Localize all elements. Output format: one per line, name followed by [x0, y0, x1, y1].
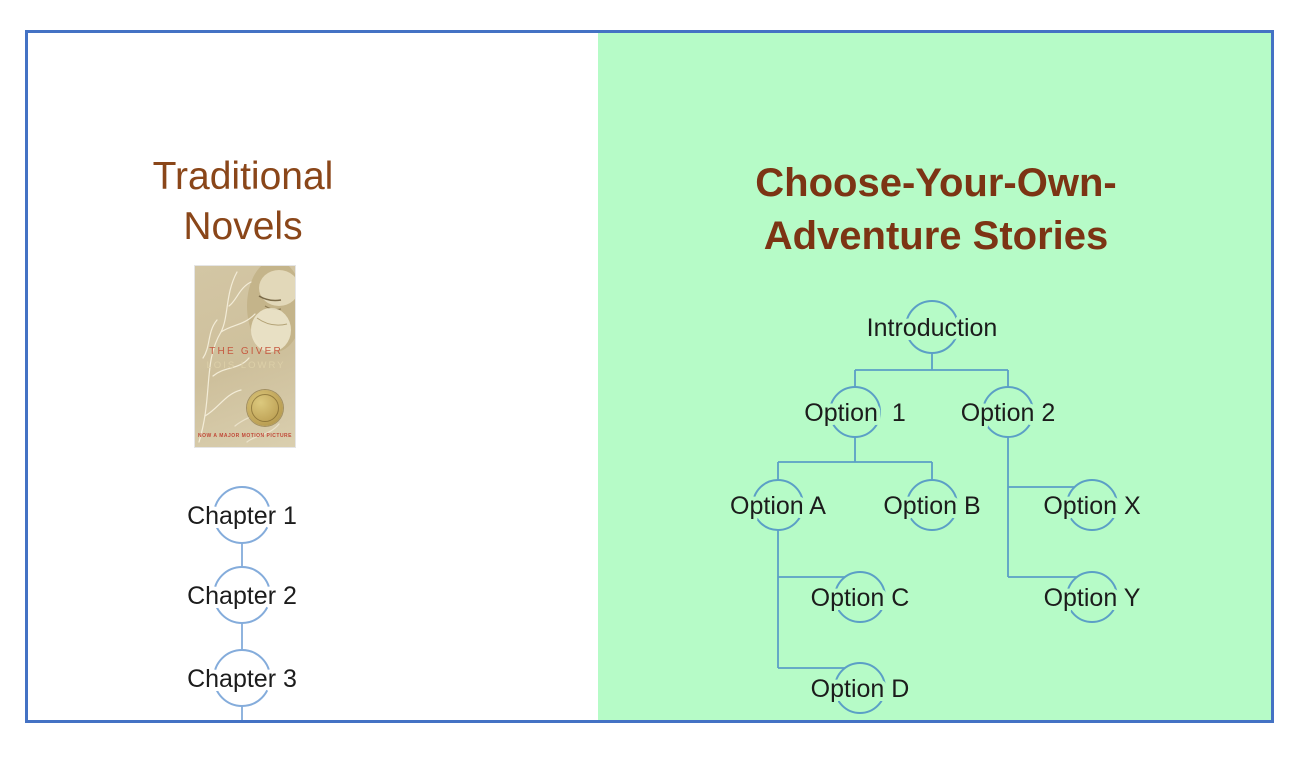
option-y-label: Option Y: [1043, 584, 1141, 612]
chapter-1-label: Chapter 1: [187, 502, 297, 530]
cyoa-panel-background: [598, 33, 1271, 720]
chapter-3-label: Chapter 3: [187, 665, 297, 693]
left-title-line-2: Novels: [183, 205, 303, 248]
option-2-label: Option 2: [960, 399, 1056, 427]
option-x-label: Option X: [1043, 492, 1141, 520]
book-tagline-text: NOW A MAJOR MOTION PICTURE: [197, 433, 292, 439]
traditional-novels-title: [93, 152, 393, 252]
newbery-medal-icon: [247, 390, 283, 426]
cyoa-title: [696, 157, 1176, 263]
book-cover-the-giver: [195, 266, 295, 447]
chapter-2-label: Chapter 2: [187, 582, 297, 610]
option-c-label: Option C: [810, 584, 910, 612]
introduction-label: Introduction: [866, 314, 998, 342]
book-author-text: LOIS LOWRY: [206, 360, 286, 371]
right-title-line-1: Choose-Your-Own-: [755, 161, 1117, 205]
option-1-label: Option 1: [804, 399, 906, 427]
option-d-label: Option D: [810, 675, 910, 703]
right-title-line-2: Adventure Stories: [763, 214, 1109, 258]
face-illustration: [247, 266, 295, 352]
book-title-text: THE GIVER: [209, 346, 283, 357]
option-b-label: Option B: [883, 492, 981, 520]
left-title-line-1: Traditional: [152, 155, 334, 198]
option-a-label: Option A: [730, 492, 826, 520]
